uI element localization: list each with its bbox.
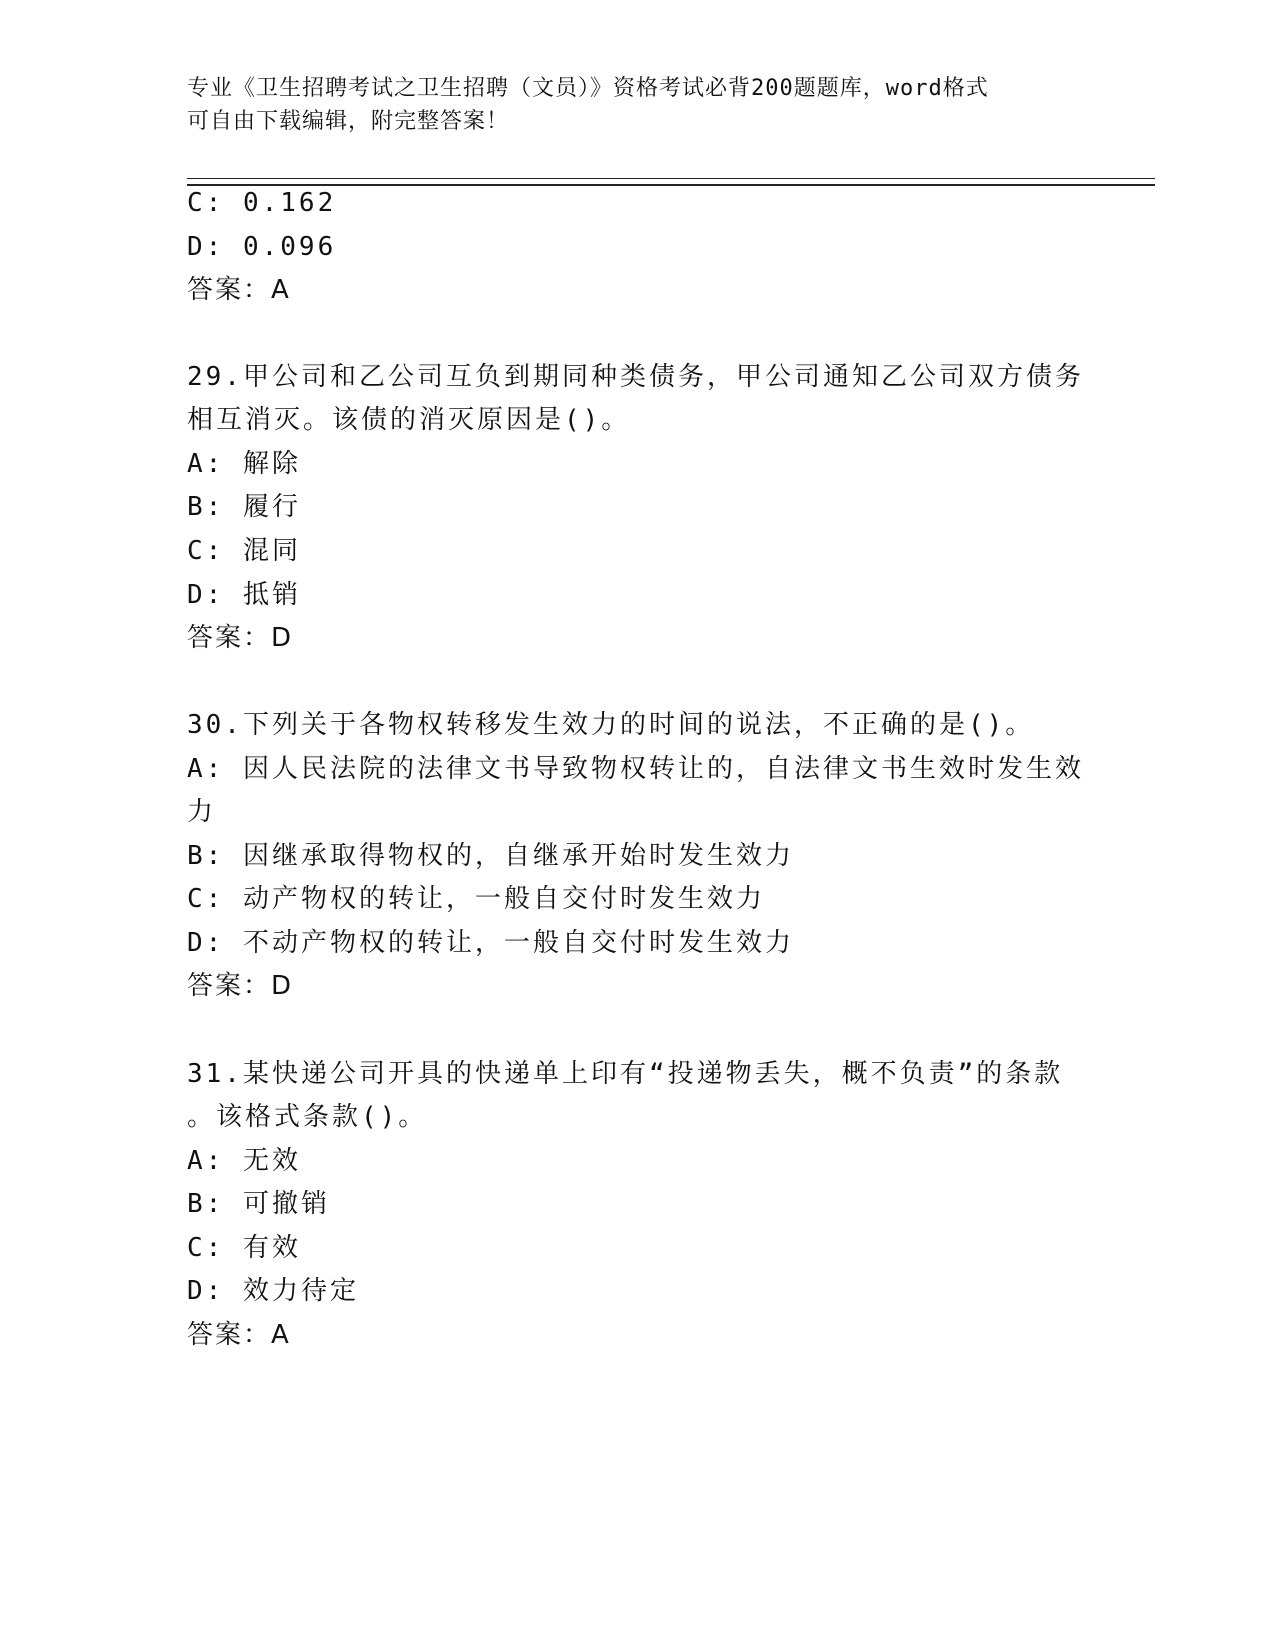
q31-option-b: B: 可撤销 — [187, 1189, 330, 1219]
q31-option-a: A: 无效 — [187, 1146, 301, 1176]
header-title-line-2: 可自由下载编辑，附完整答案！ — [187, 109, 510, 134]
q29-stem-line-2: 相互消灭。该债的消灭原因是()。 — [187, 405, 631, 435]
q30-option-a-line-2: 力 — [187, 797, 217, 827]
q28-option-d: D: 0.096 — [187, 232, 337, 262]
q28-option-c: C: 0.162 — [187, 188, 337, 218]
q29-option-b: B: 履行 — [187, 492, 301, 522]
q30-option-d: D: 不动产物权的转让，一般自交付时发生效力 — [187, 928, 794, 958]
q29-option-a: A: 解除 — [187, 449, 301, 479]
q29-option-c: C: 混同 — [187, 536, 301, 566]
page-header — [187, 72, 1067, 138]
header-title-line-1: 专业《卫生招聘考试之卫生招聘（文员）》资格考试必背200题题库，word格式 — [187, 76, 989, 101]
q30-option-a-line-1: A: 因人民法院的法律文书导致物权转让的，自法律文书生效时发生效 — [187, 754, 1084, 784]
q31-option-d: D: 效力待定 — [187, 1276, 359, 1306]
q30-answer: 答案：D — [187, 971, 294, 1001]
q31-stem-line-1: 31.某快递公司开具的快递单上印有“投递物丢失，概不负责”的条款 — [187, 1059, 1064, 1089]
q29-answer: 答案：D — [187, 623, 294, 653]
q30-option-c: C: 动产物权的转让，一般自交付时发生效力 — [187, 884, 765, 914]
q31-stem-line-2: 。该格式条款()。 — [187, 1102, 428, 1132]
q28-answer: 答案：A — [187, 275, 291, 305]
q29-option-d: D: 抵销 — [187, 580, 301, 610]
q31-answer: 答案：A — [187, 1320, 291, 1350]
q30-option-b: B: 因继承取得物权的，自继承开始时发生效力 — [187, 841, 794, 871]
q30-stem-line-1: 30.下列关于各物权转移发生效力的时间的说法，不正确的是()。 — [187, 710, 1035, 740]
q31-option-c: C: 有效 — [187, 1233, 301, 1263]
header-divider — [187, 178, 1155, 186]
q29-stem-line-1: 29.甲公司和乙公司互负到期同种类债务，甲公司通知乙公司双方债务 — [187, 362, 1084, 392]
